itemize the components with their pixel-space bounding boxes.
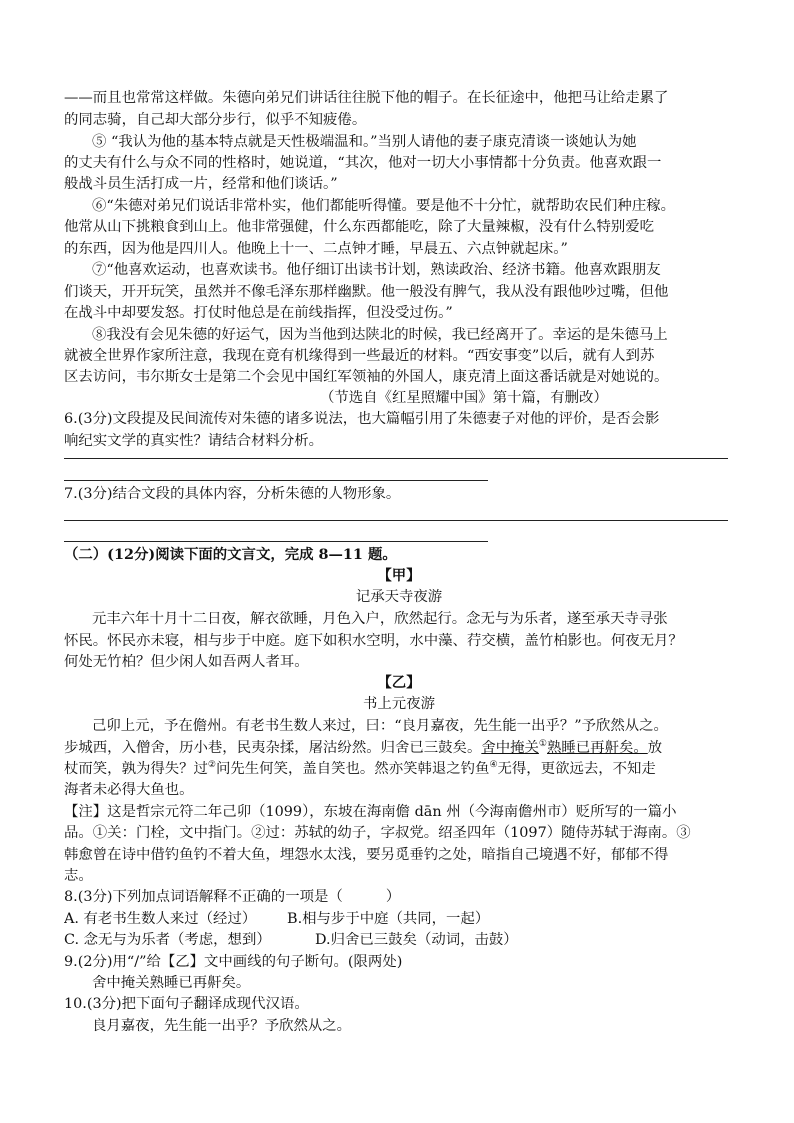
passage-source: （节选自《红星照耀中国》第十篇，有删改） bbox=[320, 390, 608, 406]
passage-line: 的丈夫有什么与众不同的性格时，她说道，“其次，他对一切大小事情都十分负责。他喜欢跟一 bbox=[64, 155, 662, 171]
text-yi-line bbox=[64, 738, 734, 758]
passage-line: 在战斗中却要发怒。打仗时他总是在前线指挥，但没受过伤。” bbox=[64, 305, 453, 321]
passage-line: 的同志骑，自己却大部分步行，似乎不知疲倦。 bbox=[64, 112, 367, 128]
question-6-stem-cont: 响纪实文学的真实性？请结合材料分析。 bbox=[64, 433, 324, 449]
question-9-stem: 9.(2分)用“/”给【乙】文中画线的句子断句。(限两处) bbox=[64, 954, 403, 970]
section-2-heading: （二）(12分)阅读下面的文言文，完成 8—11 题。 bbox=[64, 546, 397, 563]
question-10-stem: 10.(3分)把下面句子翻译成现代汉语。 bbox=[64, 996, 309, 1012]
passage-line: 他常从山下挑粮食到山上。他非常强健，什么东西都能吃，除了大量辣椒，没有什么特别爱吃 bbox=[64, 219, 655, 235]
text-yi-line-part: 放 bbox=[647, 740, 663, 756]
text-yi-label: 【乙】 bbox=[377, 674, 421, 691]
text-jia-label: 【甲】 bbox=[377, 567, 421, 584]
text-jia-line: 元丰六年十月十二日夜，解衣欲睡，月色入户，欣然起行。念无与为乐者，遂至承天寺寻张 bbox=[92, 611, 668, 627]
text-yi-line: 己卯上元，予在儋州。有老书生数人来过，曰：“良月嘉夜，先生能一出乎？”予欣然从之。 bbox=[92, 718, 668, 734]
text-jia-line: 怀民。怀民亦未寝，相与步于中庭。庭下如积水空明，水中藻、荇交横，盖竹柏影也。何夜无月？ bbox=[64, 633, 683, 649]
annotation-line: 【注】这是哲宗元符二年己卯（1099），东坡在海南儋 dān 州（今海南儋州市）贬所写的一篇小 bbox=[64, 804, 677, 820]
question-9-sentence: 舍中掩关熟睡已再鼾矣。 bbox=[92, 975, 251, 991]
text-yi-line-part: 无得，更欲远去，不知走 bbox=[497, 761, 656, 777]
passage-line: 区去访问，韦尔斯女士是第二个会见中国红军领袖的外国人，康克清上面这番话就是对她说的。 bbox=[64, 369, 669, 385]
option-a[interactable]: A. 有老书生数人来过（经过） bbox=[64, 911, 257, 927]
answer-line[interactable] bbox=[64, 541, 488, 542]
text-yi-line-part: 步城西，入僧舍，历小巷，民夷杂揉，屠沽纷然。归舍已三鼓矣。 bbox=[64, 740, 482, 756]
option-b[interactable]: B.相与步于中庭（共同，一起） bbox=[287, 911, 490, 927]
passage-line: ⑥“朱德对弟兄们说话非常朴实，他们都能听得懂。要是他不十分忙，就帮助农民们种庄稼。 bbox=[92, 198, 675, 214]
text-yi-title: 书上元夜游 bbox=[363, 696, 435, 712]
annotation-line: 志。 bbox=[64, 868, 93, 884]
option-c[interactable]: C. 念无与为乐者（考虑，想到） bbox=[64, 932, 271, 948]
passage-line: ⑧我没有会见朱德的好运气，因为当他到达陕北的时候，我已经离开了。幸运的是朱德马上 bbox=[92, 327, 668, 343]
question-10-sentence: 良月嘉夜，先生能一出乎？予欣然从之。 bbox=[92, 1018, 352, 1034]
footnote-marker: ① bbox=[538, 739, 547, 750]
passage-line: ⑤ “我认为他的基本特点就是天性极端温和。”当别人请他的妻子康克清谈一谈她认为她 bbox=[92, 134, 637, 150]
text-yi-line-part: 问先生何笑，盖自笑也。然亦笑韩退之钓鱼 bbox=[216, 761, 490, 777]
text-jia-title: 记承天寺夜游 bbox=[355, 589, 443, 605]
text-yi-line: 海者未必得大鱼也。 bbox=[64, 782, 194, 798]
question-8-stem: 8.(3分)下列加点词语解释不正确的一项是（ ） bbox=[64, 889, 401, 905]
question-6-stem: 6.(3分)文段提及民间流传对朱德的诸多说法，也大篇幅引用了朱德妻子对他的评价，是否会影 bbox=[64, 411, 660, 427]
footnote-marker: ② bbox=[207, 760, 216, 771]
underlined-sentence-part: 舍中掩关 bbox=[481, 740, 539, 756]
question-7-stem: 7.(3分)结合文段的具体内容，分析朱德的人物形象。 bbox=[64, 486, 401, 502]
footnote-marker: ④ bbox=[489, 760, 498, 771]
answer-line[interactable] bbox=[64, 520, 728, 521]
passage-line: ——而且也常常这样做。朱德向弟兄们讲话往往脱下他的帽子。在长征途中，他把马让给走累了 bbox=[64, 90, 669, 106]
underlined-sentence-part: 熟睡已再鼾矣。 bbox=[547, 740, 648, 756]
passage-line: 般战斗员生活打成一片，经常和他们谈话。” bbox=[64, 176, 338, 192]
passage-line: 就被全世界作家所注意，我现在竟有机缘得到一些最近的材料。“西安事变”以后，就有人到苏 bbox=[64, 348, 655, 364]
text-jia-line: 何处无竹柏？但少闲人如吾两人者耳。 bbox=[64, 654, 309, 670]
passage-line: 的东西，因为他是四川人。他晚上十一、二点钟才睡，早晨五、六点钟就起床。” bbox=[64, 241, 568, 257]
text-yi-line-part: 杖而笑，孰为得失？过 bbox=[64, 761, 208, 777]
passage-line: 们谈天，开开玩笑，虽然并不像毛泽东那样幽默。他一般没有脾气，我从没有跟他吵过嘴，但他 bbox=[64, 284, 669, 300]
answer-line[interactable] bbox=[64, 458, 728, 459]
passage-line: ⑦“他喜欢运动，也喜欢读书。他仔细订出读书计划，熟读政治、经济书籍。他喜欢跟朋友 bbox=[92, 262, 661, 278]
option-d[interactable]: D.归舍已三鼓矣（动词，击鼓） bbox=[315, 932, 518, 948]
text-yi-line bbox=[64, 759, 734, 779]
answer-line[interactable] bbox=[64, 480, 488, 481]
annotation-line: 韩愈曾在诗中借钓鱼钓不着大鱼，埋怨水太浅，要另觅垂钓之处，暗指自己境遇不好，郁郁不得 bbox=[64, 847, 669, 863]
annotation-line: 品。①关：门栓，文中指门。②过：苏轼的幼子，字叔党。绍圣四年（1097）随侍苏轼于海南。③ bbox=[64, 825, 691, 841]
